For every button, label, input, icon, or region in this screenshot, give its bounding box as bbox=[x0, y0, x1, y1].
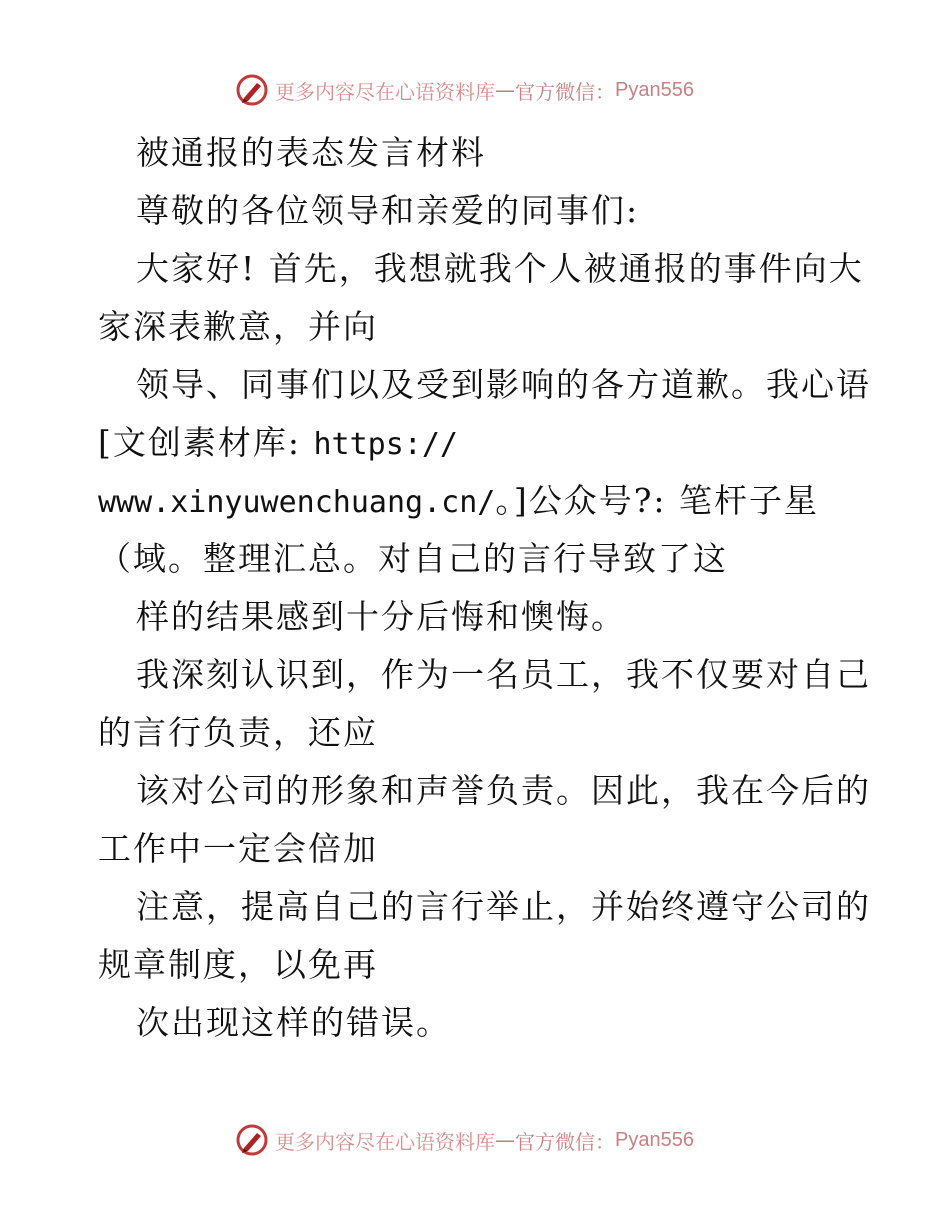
watermark-main-text: 更多内容尽在心语资料库 bbox=[275, 79, 495, 104]
paragraph-line bbox=[98, 472, 858, 530]
paragraph-line: 工作中一定会倍加 bbox=[98, 829, 378, 868]
paragraph-line: 的言行负责，还应 bbox=[98, 713, 378, 752]
watermark-main-text: 更多内容尽在心语资料库 bbox=[275, 1129, 495, 1154]
document-body bbox=[98, 124, 871, 1052]
watermark-wechat-id: Pyan556 bbox=[615, 78, 694, 101]
document-greeting: 尊敬的各位领导和亲爱的同事们: bbox=[136, 191, 640, 230]
line-text: 。]公众号?: 笔杆子星 bbox=[495, 481, 820, 520]
watermark-dash: — bbox=[495, 78, 515, 102]
watermark-wechat-id: Pyan556 bbox=[615, 1128, 694, 1151]
pen-circle-logo-icon bbox=[235, 73, 269, 107]
paragraph-line bbox=[98, 414, 858, 472]
paragraph-line: 次出现这样的错误。 bbox=[136, 1003, 451, 1042]
pen-circle-logo-icon bbox=[235, 1123, 269, 1157]
paragraph-line: 家深表歉意，并向 bbox=[98, 307, 378, 346]
line-text: [文创素材库: bbox=[98, 423, 314, 462]
paragraph-line: 该对公司的形象和声誉负责。因此，我在今后的 bbox=[136, 771, 871, 810]
paragraph-line: （域。整理汇总。对自己的言行导致了这 bbox=[98, 539, 728, 578]
watermark-dash: — bbox=[495, 1128, 515, 1152]
paragraph-line: 样的结果感到十分后悔和懊悔。 bbox=[136, 597, 626, 636]
paragraph-line: 注意，提高自己的言行举止，并始终遵守公司的 bbox=[136, 887, 871, 926]
paragraph-line: 大家好! 首先，我想就我个人被通报的事件向大 bbox=[136, 249, 864, 288]
paragraph-line: 规章制度，以免再 bbox=[98, 945, 378, 984]
document-title: 被通报的表态发言材料 bbox=[136, 133, 486, 172]
url-text: https:// bbox=[313, 427, 458, 462]
watermark-wechat-label: 官方微信： bbox=[515, 79, 615, 104]
watermark-wechat-label: 官方微信： bbox=[515, 1129, 615, 1154]
header-watermark bbox=[235, 73, 694, 107]
url-text: www.xinyuwenchuang.cn/ bbox=[98, 485, 496, 520]
paragraph-line: 领导、同事们以及受到影响的各方道歉。我心语 bbox=[136, 365, 871, 404]
footer-watermark bbox=[235, 1123, 694, 1157]
paragraph-line: 我深刻认识到，作为一名员工，我不仅要对自己 bbox=[136, 655, 871, 694]
